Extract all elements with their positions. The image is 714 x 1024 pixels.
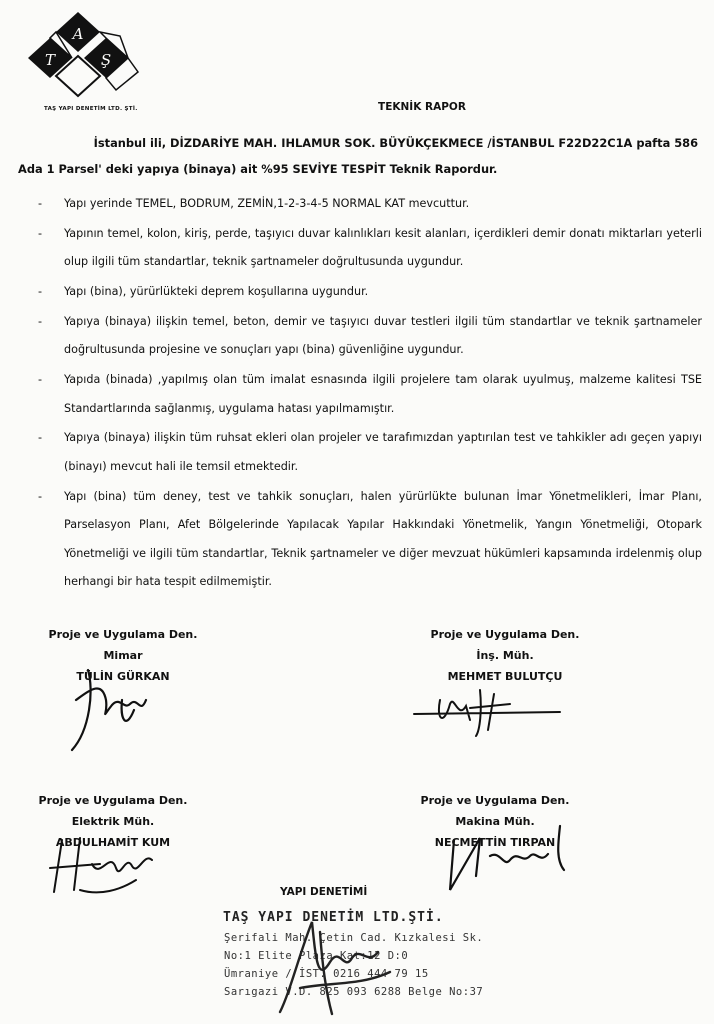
svg-text:A: A: [72, 25, 84, 43]
signature-role: Proje ve Uygulama Den.: [430, 628, 580, 641]
list-item: - Yapıda (binada) ,yapılmış olan tüm imalat esnasında ilgili projelere tam olarak uyulmuş, malzeme kalitesi TSE Standartlarında sağlanmış, uygulama hatası yapılmamıştır.: [38, 373, 702, 415]
signature-scribble-icon: [60, 660, 170, 760]
stamp-address-line: Şerifali Mah. Çetin Cad. Kızkalesi Sk.: [224, 932, 484, 944]
signature-scribble-icon: [410, 680, 570, 740]
company-stamp: [200, 880, 490, 1020]
subject-line-1: İstanbul ili, DİZDARİYE MAH. IHLAMUR SOK. BÜYÜKÇEKMECE /İSTANBUL F22D22C1A pafta 586: [93, 136, 698, 150]
list-item: - Yapı yerinde TEMEL, BODRUM, ZEMİN,1-2-3-4-5 NORMAL KAT mevcuttur.: [38, 197, 470, 210]
logo-mark-icon: [20, 10, 140, 102]
list-item: - Yapıya (binaya) ilişkin temel, beton, demir ve taşıyıcı duvar testleri ilgili tüm standartlar ve teknik şartnameler doğrultusunda projesine ve sonuçları yapı (bina) güvenliğine uygundur.: [38, 314, 702, 357]
signature-name: TÜLİN GÜRKAN: [76, 670, 170, 683]
signature-role: Proje ve Uygulama Den.: [38, 794, 188, 807]
signature-title: Mimar: [103, 649, 143, 662]
signature-role: Proje ve Uygulama Den.: [48, 628, 198, 641]
signature-title: Makina Müh.: [455, 815, 535, 828]
list-item: - Yapıya (binaya) ilişkin tüm ruhsat ekleri olan projeler ve tarafımızdan yaptırılan test ve tahkikler adı geçen yapıyı (binayı) mevcut hali ile temsil etmektedir.: [38, 431, 702, 473]
stamp-address-line: Sarıgazi V.D. 825 093 6288 Belge No:37: [224, 986, 484, 998]
logo-caption: TAŞ YAPI DENETİM LTD. ŞTİ.: [44, 106, 138, 112]
signature-block-civil-engineer: [420, 624, 590, 687]
list-item: - Yapı (bina) tüm deney, test ve tahkik sonuçları, halen yürürlükte bulunan İmar Yönetmelikleri, İmar Planı, Parselasyon Planı, Afet Bölgelerinde Yapılacak Yapılar Hakkındaki Yönetmelik, Yangın Yönetmeliği, Otopark Yönetmeliği ve ilgili tüm standartlar, Teknik şartnameler ve diğer mevzuat hükümleri kapsamında irdelenmiş olup herhangi bir hata tespit edilmemiştir.: [38, 489, 702, 589]
report-subject: [18, 130, 698, 182]
signature-name: ABDULHAMİT KUM: [55, 836, 171, 849]
stamp-signature-scribble-icon: [260, 902, 400, 1020]
findings-list: [38, 190, 702, 597]
stamp-address-line: No:1 Elite Plaza Kat:12 D:0: [224, 950, 409, 962]
stamp-company: TAŞ YAPI DENETİM LTD.ŞTİ.: [223, 910, 444, 925]
company-logo: [20, 10, 140, 110]
svg-text:Ş: Ş: [100, 51, 112, 69]
stamp-heading: YAPI DENETİMİ: [280, 886, 368, 898]
stamp-address-line: Ümraniye / İST. 0216 444 79 15: [224, 968, 429, 980]
signature-title: Elektrik Müh.: [71, 815, 155, 828]
signature-name: NECMETTİN TIRPAN: [434, 836, 556, 849]
report-title: TEKNİK RAPOR: [378, 101, 466, 113]
svg-text:T: T: [44, 51, 56, 69]
subject-line-2: Ada 1 Parsel' deki yapıya (binaya) ait %95 SEVİYE TESPİT Teknik Rapordur.: [18, 162, 498, 176]
signature-scribble-icon: [40, 830, 170, 905]
list-item: - Yapının temel, kolon, kiriş, perde, taşıyıcı duvar kalınlıkları kesit alanları, içerdikleri demir donatı miktarları yeterli olup ilgili tüm standartlar, teknik şartnameler doğrultusunda uygundur.: [38, 226, 702, 269]
signature-role: Proje ve Uygulama Den.: [420, 794, 570, 807]
signature-name: MEHMET BULUTÇU: [447, 670, 563, 683]
list-item: - Yapı (bina), yürürlükteki deprem koşullarına uygundur.: [38, 285, 369, 299]
signature-title: İnş. Müh.: [476, 649, 534, 662]
